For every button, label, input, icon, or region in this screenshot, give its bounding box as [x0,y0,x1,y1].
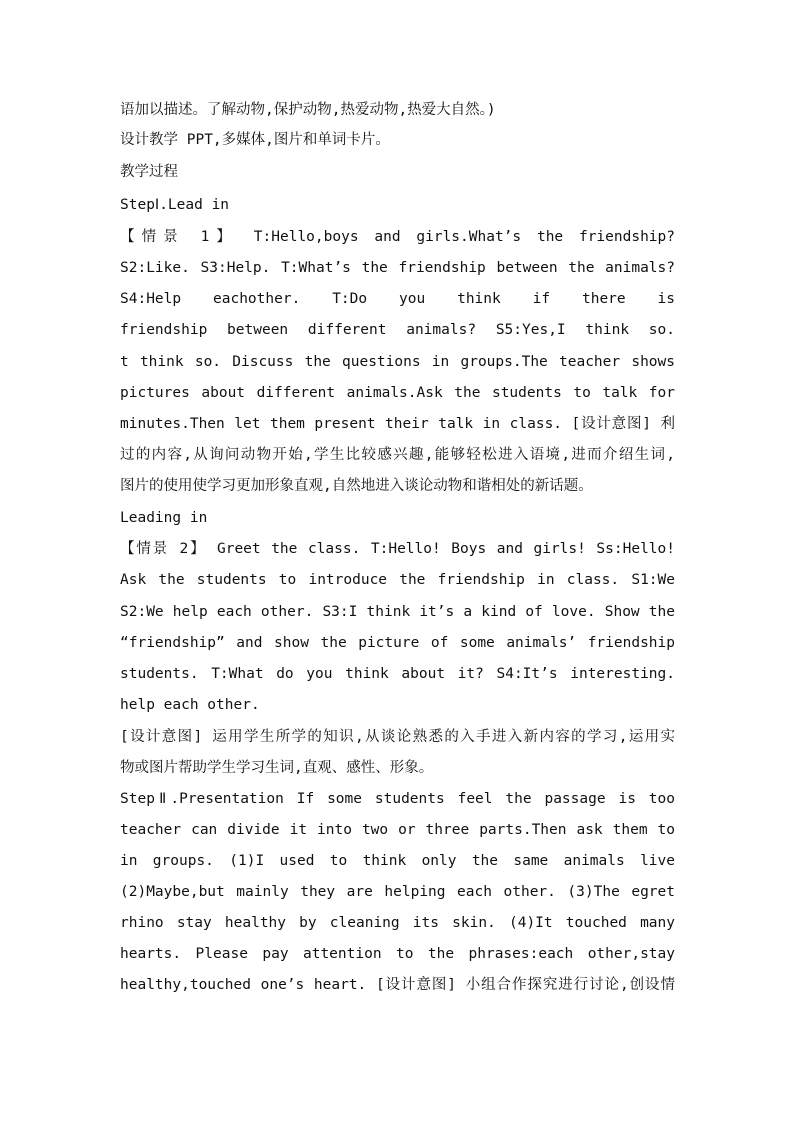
document-text-line: Ask the students to introduce the friendship in class. S1:We [120,572,675,588]
document-text-line: hearts. Please pay attention to the phrases:each other,stay [120,946,675,962]
document-text-line: S4:Help eachother. T:Do you think if there is [120,291,675,307]
document-text-line: “friendship” and show the picture of some animals’ friendship [120,635,675,651]
document-text-line: pictures about different animals.Ask the students to talk for [120,385,675,401]
document-text-line: StepⅠ.Lead in [120,197,230,213]
document-text-line: 【情景 2】 Greet the class. T:Hello! Boys and girls! Ss:Hello! [120,541,675,557]
document-text-line: 设计教学 PPT,多媒体,图片和单词卡片。 [120,132,390,148]
document-text-line: in groups. (1)I used to think only the same animals live [120,853,675,869]
document-text-line: (2)Maybe,but mainly they are helping each other. (3)The egret [120,884,675,900]
document-text-line: [设计意图] 运用学生所学的知识,从谈论熟悉的入手进入新内容的学习,运用实 [120,729,675,745]
document-text-line: students. T:What do you think about it? S4:It’s interesting. [120,666,675,682]
document-text-line: 教学过程 [120,164,178,180]
document-text-line: teacher can divide it into two or three parts.Then ask them to [120,822,675,838]
document-text-line: 过的内容,从询问动物开始,学生比较感兴趣,能够轻松进入语境,进而介绍生词, [120,447,675,463]
document-text-line: Leading in [120,510,208,526]
document-text-line: rhino stay healthy by cleaning its skin. (4)It touched many [120,915,675,931]
document-text-line: 物或图片帮助学生学习生词,直观、感性、形象。 [120,760,434,776]
document-text-line: S2:We help each other. S3:I think it’s a kind of love. Show the [120,604,675,620]
document-text-line: t think so. Discuss the questions in groups.The teacher shows [120,354,675,370]
document-text-line: S2:Like. S3:Help. T:What’s the friendship between the animals? [120,260,675,276]
document-text-line: 图片的使用使学习更加形象直观,自然地进入谈论动物和谐相处的新话题。 [120,478,593,494]
document-text-line: StepⅡ.Presentation If some students feel the passage is too [120,791,675,807]
document-text-line: minutes.Then let them present their talk in class. [设计意图] 利 [120,416,675,432]
document-text-line: 【情景 1】 T:Hello,boys and girls.What’s the friendship? [120,229,675,245]
document-text-line: 语加以描述。了解动物,保护动物,热爱动物,热爱大自然。) [120,102,496,118]
document-text-line: friendship between different animals? S5:Yes,I think so. [120,322,675,338]
document-text-line: healthy,touched one’s heart. [设计意图] 小组合作探究进行讨论,创设情 [120,977,675,993]
document-text-line: help each other. [120,697,260,713]
